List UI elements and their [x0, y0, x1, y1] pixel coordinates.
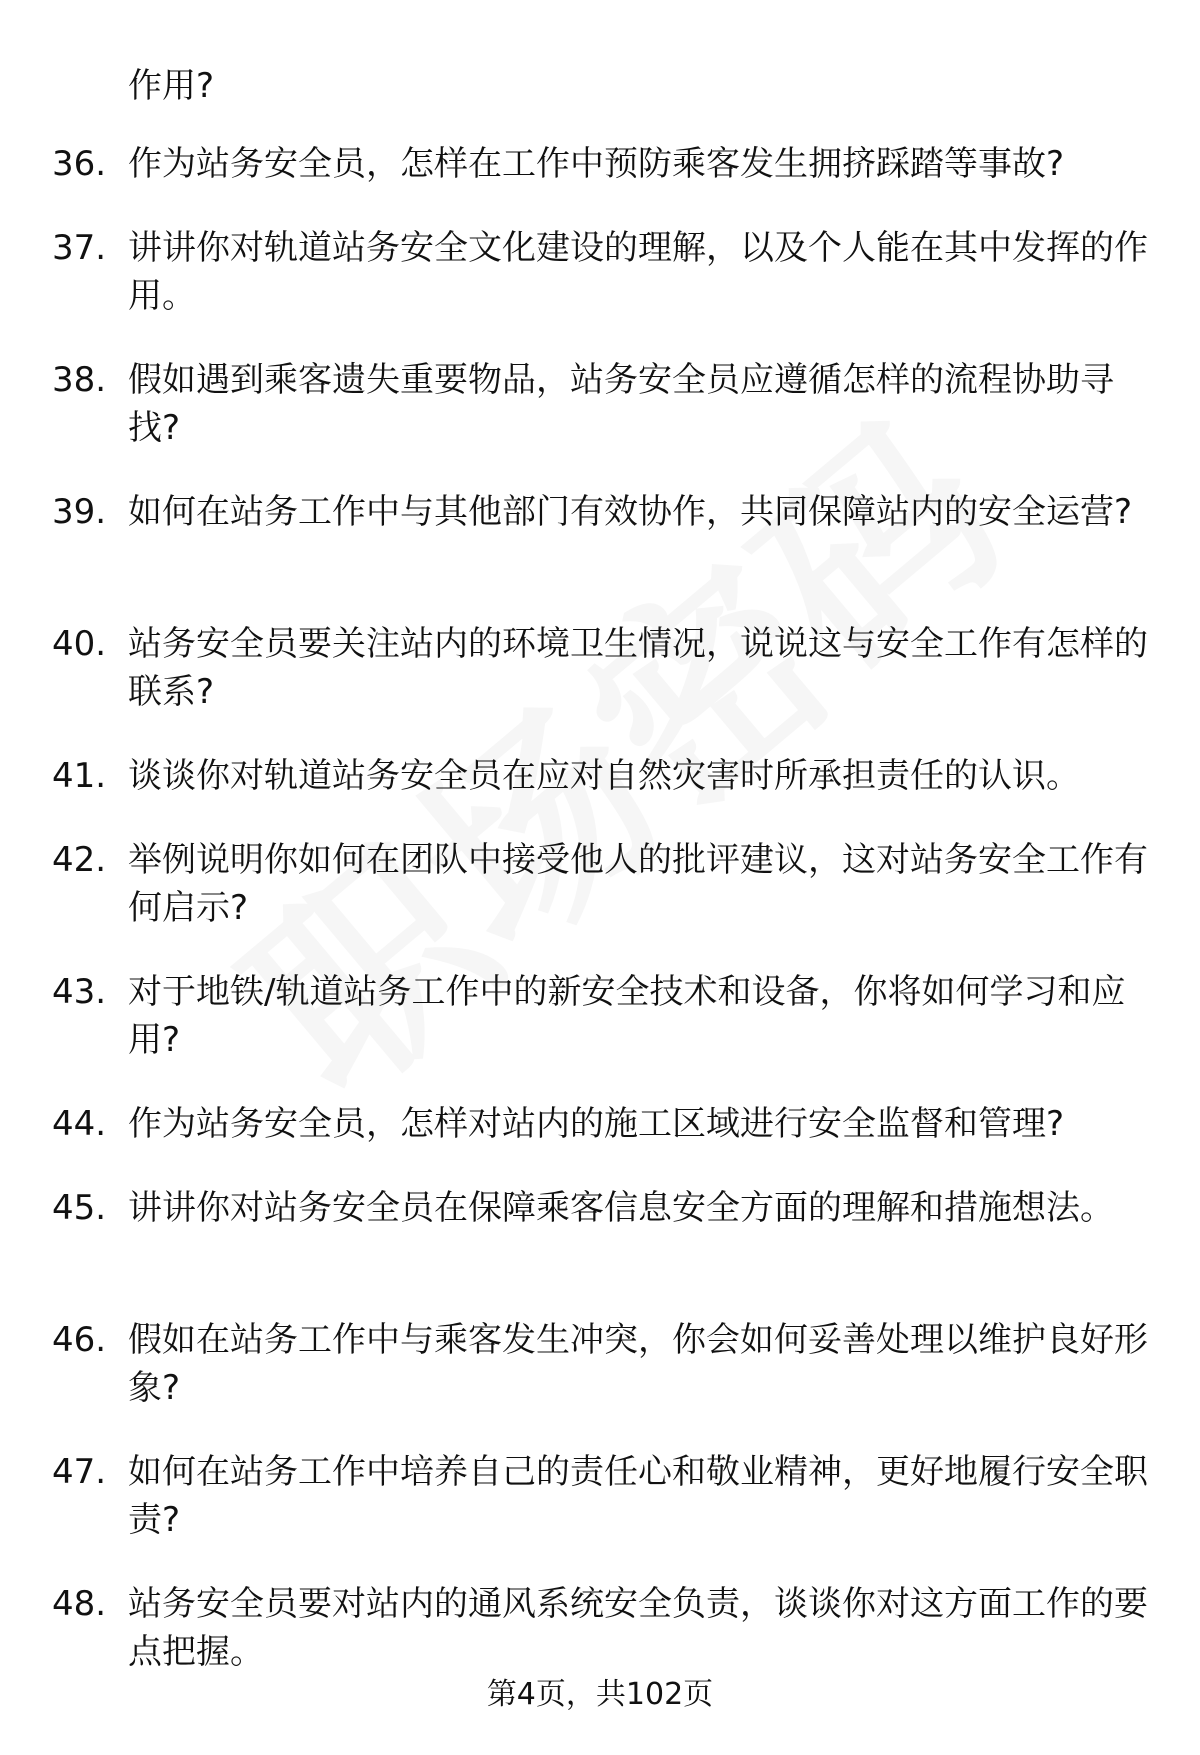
question-item: [0, 140, 1200, 188]
continued-question-text: 作用?: [128, 66, 215, 106]
question-text: 假如遇到乘客遗失重要物品，站务安全员应遵循怎样的流程协助寻找?: [128, 360, 1114, 448]
question-number: 42.: [52, 840, 107, 880]
question-item: [0, 836, 1200, 932]
question-item: [0, 1100, 1200, 1148]
question-item: [0, 1184, 1200, 1280]
question-number: 43.: [52, 972, 107, 1012]
question-item: [0, 356, 1200, 452]
question-text: 对于地铁/轨道站务工作中的新安全技术和设备，你将如何学习和应用?: [128, 972, 1126, 1060]
question-list: [0, 140, 1200, 1712]
question-number: 48.: [52, 1584, 107, 1624]
question-text: 作为站务安全员，怎样在工作中预防乘客发生拥挤踩踏等事故?: [128, 144, 1065, 184]
question-text: 讲讲你对轨道站务安全文化建设的理解，以及个人能在其中发挥的作用。: [128, 228, 1148, 316]
question-text: 如何在站务工作中与其他部门有效协作，共同保障站内的安全运营?: [128, 492, 1133, 532]
question-text: 举例说明你如何在团队中接受他人的批评建议，这对站务安全工作有何启示?: [128, 840, 1148, 928]
question-text: 如何在站务工作中培养自己的责任心和敬业精神，更好地履行安全职责?: [128, 1452, 1148, 1540]
question-number: 47.: [52, 1452, 107, 1492]
question-text: 站务安全员要对站内的通风系统安全负责，谈谈你对这方面工作的要点把握。: [128, 1584, 1148, 1672]
question-item: [0, 620, 1200, 716]
question-text: 讲讲你对站务安全员在保障乘客信息安全方面的理解和措施想法。: [128, 1188, 1114, 1228]
question-text: 站务安全员要关注站内的环境卫生情况，说说这与安全工作有怎样的联系?: [128, 624, 1148, 712]
question-number: 41.: [52, 756, 107, 796]
question-number: 38.: [52, 360, 107, 400]
question-item: [0, 968, 1200, 1064]
question-number: 46.: [52, 1320, 107, 1360]
question-number: 40.: [52, 624, 107, 664]
question-item: [0, 1580, 1200, 1676]
question-item: [0, 1448, 1200, 1544]
question-item: [0, 752, 1200, 800]
question-number: 36.: [52, 144, 107, 184]
question-item: [0, 488, 1200, 584]
question-number: 39.: [52, 492, 107, 532]
question-number: 44.: [52, 1104, 107, 1144]
question-number: 45.: [52, 1188, 107, 1228]
question-text: 作为站务安全员，怎样对站内的施工区域进行安全监督和管理?: [128, 1104, 1065, 1144]
question-item: [0, 1316, 1200, 1412]
question-item: [0, 224, 1200, 320]
question-number: 37.: [52, 228, 107, 268]
question-text: 谈谈你对轨道站务安全员在应对自然灾害时所承担责任的认识。: [128, 756, 1080, 796]
page-footer: 第4页，共102页: [486, 1677, 714, 1712]
question-text: 假如在站务工作中与乘客发生冲突，你会如何妥善处理以维护良好形象?: [128, 1320, 1148, 1408]
